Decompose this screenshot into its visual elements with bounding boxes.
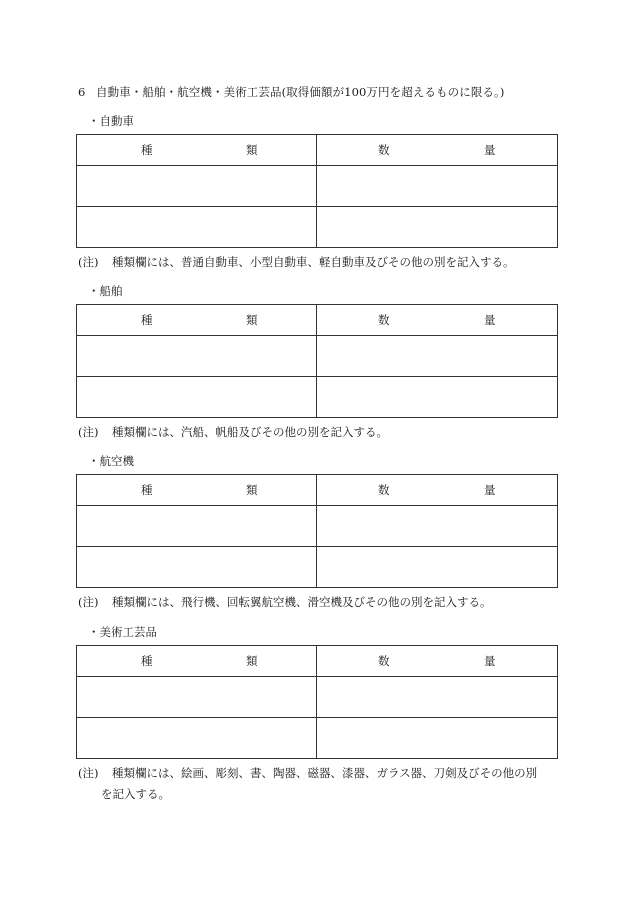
subsection-title-art-crafts: ・美術工芸品 (88, 625, 157, 639)
table-row (77, 547, 558, 588)
cell-type[interactable] (77, 207, 317, 248)
header-quantity: 数 量 (317, 135, 558, 166)
note-text: 種類欄には、絵画、彫刻、書、陶器、磁器、漆器、ガラス器、刀剣及びその他の別 (112, 766, 538, 780)
header-type: 種 類 (77, 135, 317, 166)
note-ship (78, 422, 568, 443)
cell-quantity[interactable] (317, 377, 558, 418)
section-heading (78, 84, 504, 100)
table-header-row (77, 135, 558, 166)
note-art-crafts (78, 763, 568, 805)
header-type: 種 類 (77, 646, 317, 677)
note-label: (注) (78, 595, 99, 609)
table-ship (76, 304, 558, 418)
note-automobile (78, 252, 568, 273)
section-title: 自動車・船舶・航空機・美術工芸品(取得価額が100万円を超えるものに限る。) (96, 85, 505, 99)
table-row (77, 166, 558, 207)
note-label: (注) (78, 425, 99, 439)
cell-type[interactable] (77, 336, 317, 377)
note-text-continued: を記入する。 (101, 787, 170, 801)
subsection-title-automobile: ・自動車 (88, 114, 134, 128)
section-number: 6 (78, 85, 86, 99)
table-header-row (77, 646, 558, 677)
note-aircraft (78, 592, 568, 613)
note-text: 種類欄には、飛行機、回転翼航空機、滑空機及びその他の別を記入する。 (112, 595, 492, 609)
cell-type[interactable] (77, 677, 317, 718)
header-quantity: 数 量 (317, 475, 558, 506)
note-text: 種類欄には、汽船、帆船及びその他の別を記入する。 (112, 425, 388, 439)
cell-quantity[interactable] (317, 718, 558, 759)
header-type: 種 類 (77, 305, 317, 336)
table-header-row (77, 305, 558, 336)
note-label: (注) (78, 766, 99, 780)
table-row (77, 377, 558, 418)
table-art-crafts (76, 645, 558, 759)
cell-quantity[interactable] (317, 336, 558, 377)
table-automobile (76, 134, 558, 248)
table-row (77, 718, 558, 759)
subsection-title-ship: ・船舶 (88, 284, 123, 298)
table-row (77, 207, 558, 248)
subsection-title-aircraft: ・航空機 (88, 454, 134, 468)
header-type: 種 類 (77, 475, 317, 506)
cell-quantity[interactable] (317, 166, 558, 207)
cell-quantity[interactable] (317, 506, 558, 547)
note-text: 種類欄には、普通自動車、小型自動車、軽自動車及びその他の別を記入する。 (112, 255, 515, 269)
cell-type[interactable] (77, 718, 317, 759)
table-row (77, 506, 558, 547)
cell-quantity[interactable] (317, 547, 558, 588)
header-quantity: 数 量 (317, 646, 558, 677)
table-aircraft (76, 474, 558, 588)
cell-type[interactable] (77, 166, 317, 207)
note-label: (注) (78, 255, 99, 269)
cell-type[interactable] (77, 506, 317, 547)
table-row (77, 677, 558, 718)
cell-quantity[interactable] (317, 677, 558, 718)
header-quantity: 数 量 (317, 305, 558, 336)
table-row (77, 336, 558, 377)
cell-type[interactable] (77, 377, 317, 418)
table-header-row (77, 475, 558, 506)
cell-quantity[interactable] (317, 207, 558, 248)
cell-type[interactable] (77, 547, 317, 588)
